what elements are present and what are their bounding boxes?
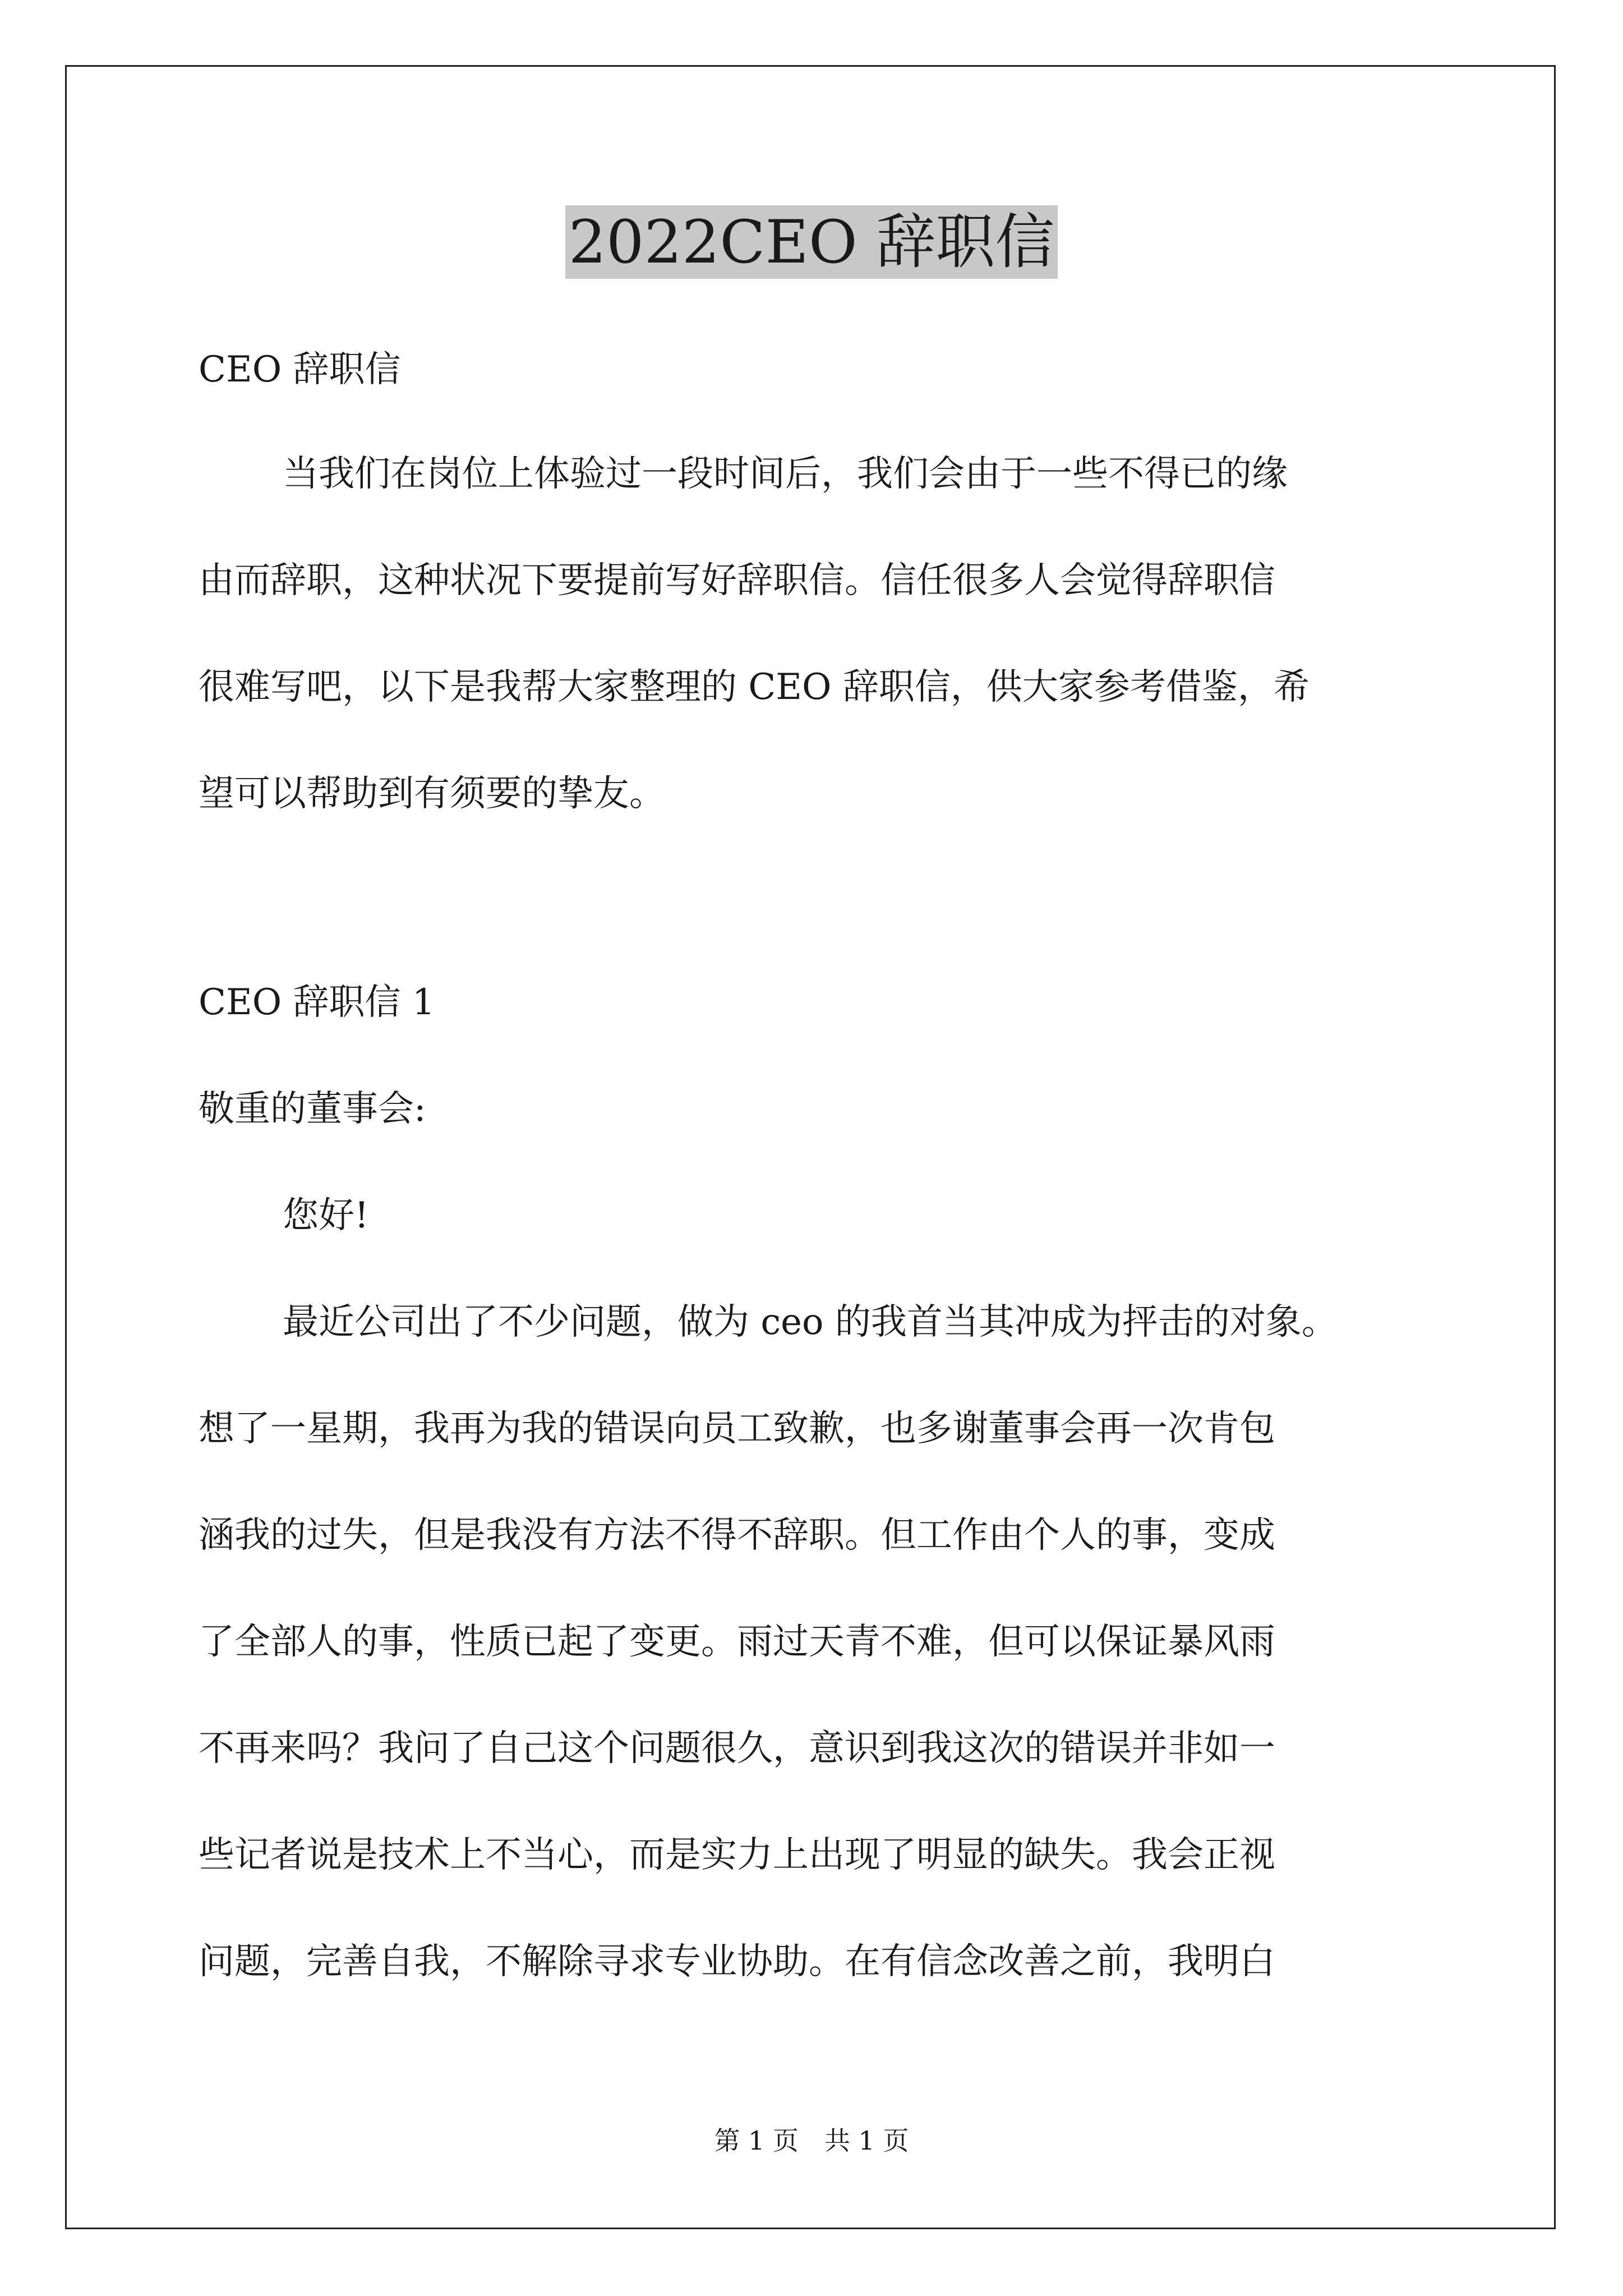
intro-line: 望可以帮助到有须要的挚友。 [199,773,665,815]
body-line: 涵我的过失，但是我没有方法不得不辞职。但工作由个人的事，变成 [199,1515,1275,1556]
body-line: 想了一星期，我再为我的错误向员工致歉，也多谢董事会再一次肯包 [199,1408,1275,1450]
letter-heading: CEO 辞职信 1 [199,982,435,1023]
letter-greeting: 您好! [283,1195,369,1236]
intro-line: 当我们在岗位上体验过一段时间后，我们会由于一些不得已的缘 [283,453,1288,495]
document-body [199,343,1444,1988]
body-line: 最近公司出了不少问题，做为 ceo 的我首当其冲成为抨击的对象。 [283,1301,1338,1343]
intro-line: 很难写吧，以下是我帮大家整理的 CEO 辞职信，供大家参考借鉴，希 [199,666,1310,708]
document-subtitle: CEO 辞职信 [199,349,401,390]
body-line: 些记者说是技术上不当心，而是实力上出现了明显的缺失。我会正视 [199,1834,1275,1876]
body-line: 问题，完善自我，不解除寻求专业协助。在有信念改善之前，我明白 [199,1941,1275,1982]
page-footer: 第 1 页 共 1 页 [714,2125,909,2156]
intro-paragraph [199,448,1444,820]
intro-line: 由而辞职，这种状况下要提前写好辞职信。信任很多人会觉得辞职信 [199,560,1275,601]
document-title-text: 2022CEO 辞职信 [565,205,1058,279]
body-line: 了全部人的事，性质已起了变更。雨过天青不难，但可以保证暴风雨 [199,1621,1275,1663]
body-line: 不再来吗？我问了自己这个问题很久，意识到我这次的错误并非如一 [199,1728,1275,1769]
letter-salutation: 敬重的董事会: [199,1088,426,1130]
letter-body-paragraph [199,1296,1444,1988]
document-title [0,203,1623,282]
